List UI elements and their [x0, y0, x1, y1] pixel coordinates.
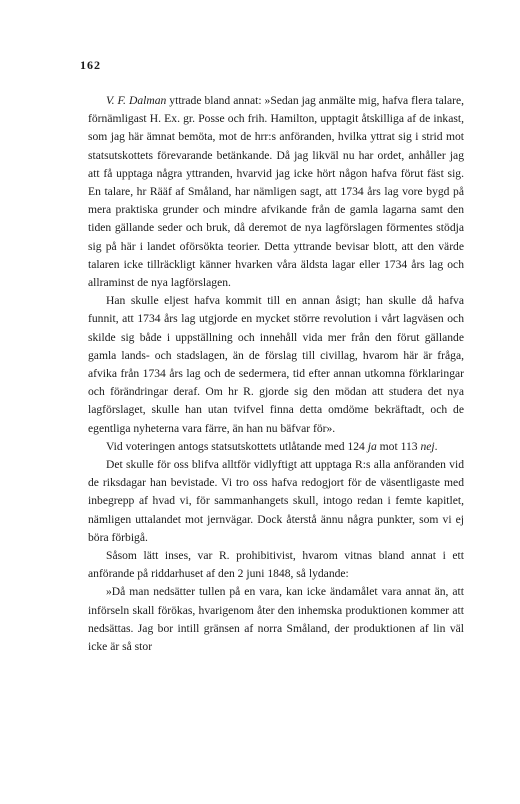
paragraph-quote [88, 583, 464, 656]
paragraph-text: Såsom lätt inses, var R. prohibitivist, hvarom vitnas bland annat i ett anförande på riddarhuset af den 2 juni 1848, så lydande: [88, 549, 464, 581]
paragraph-continuation [88, 292, 464, 438]
paragraph-vote-result [88, 438, 464, 456]
paragraph-dalman-speech [88, 92, 464, 292]
paragraph-text: yttrade bland annat: »Sedan jag anmälte mig, hafva flera talare, förnämligast H. Ex. gr. Posse och frih. Hamilton, upptagit åtskilliga af de inkast, som jag här ämnat bemöta, mot de hrr:s anföranden, hvilka yttrat sig i strid mot statsutskottets förevarande betänkande. Då jag likväl nu har ordet, anhåller jag att få upptaga några yttranden, hvarvid jag icke hört någon hafva förut fäst sig. En talare, hr Rääf af Småland, har nämligen sagt, att 1734 års lag vore bygd på mera praktiska grunder och mindre afvikande från de gamla lagarna samt den tiden gällande seder och bruk, då deremot de nya lagförslagen förmentes stödja sig på här i landet oförsökta teorier. Detta yttrande bevisar blott, att den värde talaren icke tillräckligt känner hvarken våra äldsta lagar eller 1734 års lag och allraminst de nya lagförslagen. [88, 94, 464, 290]
vote-text-before: Vid voteringen antogs statsutskottets utlåtande med 124 [106, 439, 368, 453]
vote-text-after: . [434, 439, 438, 453]
paragraph-prohibitivist [88, 547, 464, 583]
body-text [88, 92, 464, 656]
vote-text-middle: mot 113 [376, 439, 421, 453]
paragraph-summary [88, 456, 464, 547]
vote-no: nej [420, 439, 435, 453]
paragraph-text: Han skulle eljest hafva kommit till en annan åsigt; han skulle då hafva funnit, att 1734 års lag utgjorde en mycket större revolution i vårt lagväsen och skilde sig både i uppställning och innehåll vida mer från den förut gällande gamla lands- och stadslagen, än de förslag till civillag, hvarom här är fråga, afvika från 1734 års lag och de sedermera, tid efter annan utkomna förklaringar och förändringar deraf. Om hr R. gjorde sig den mödan att studera det nya lagförslaget, skulle han utan tvifvel finna detta omdöme bekräftadt, och de egentliga nyheterna vara färre, än han nu bäfvar för». [88, 294, 464, 435]
page-number: 162 [80, 58, 101, 72]
paragraph-text: Det skulle för oss blifva alltför vidlyftigt att upptaga R:s alla anföranden vid de riksdagar han bevistade. Vi tro oss hafva redogjort för de väsentligaste med inbegrepp af hvad vi, för sammanhangets skull, intogo redan i femte kapitlet, nämligen uttalandet mot jernvägar. Dock återstå ännu några punkter, som vi ej böra förbigå. [88, 458, 464, 544]
vote-yes: ja [367, 439, 377, 453]
paragraph-text: »Då man nedsätter tullen på en vara, kan icke ändamålet vara annat än, att införseln skall förökas, hvarigenom åter den inhemska produktionen kommer att nedsättas. Jag bor intill gränsen af norra Småland, der produktionen af lin väl icke är så stor [88, 585, 464, 654]
speaker-name: V. F. Dalman [106, 94, 167, 107]
